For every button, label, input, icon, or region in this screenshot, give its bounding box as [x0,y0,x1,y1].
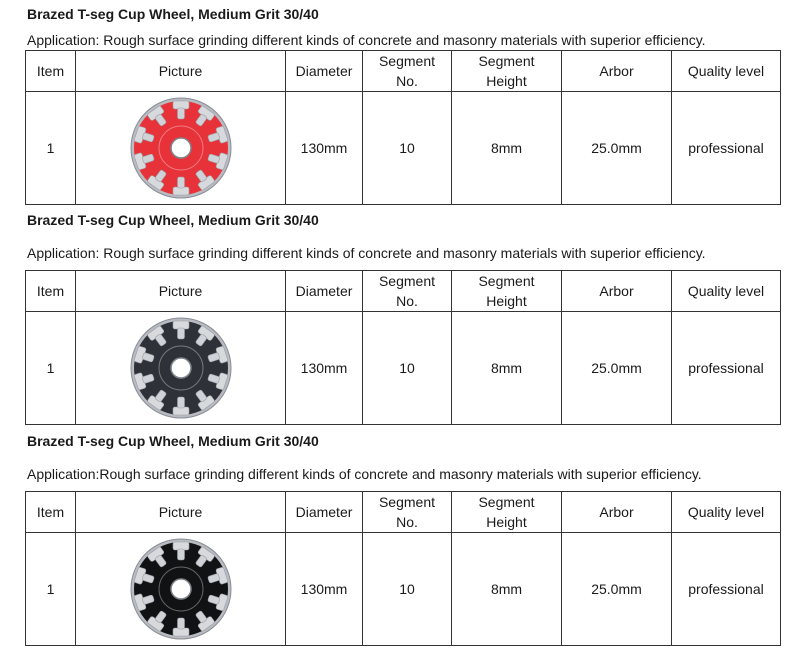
header-segment-no-line1: Segment [378,273,436,289]
segment-stem [177,177,184,188]
header-segment-height-line1: Segment [478,494,535,510]
header-segment-no-line2: No. [396,73,418,89]
header-item: Item [26,271,76,312]
cell-arbor: 25.0mm [562,92,672,205]
segment-stem [177,397,184,408]
product-title: Brazed T-seg Cup Wheel, Medium Grit 30/40 [27,212,319,228]
cell-item: 1 [26,312,76,425]
header-picture: Picture [76,492,286,533]
cell-segment-height: 8mm [452,533,562,646]
header-segment-height [452,51,562,92]
header-segment-height-line1: Segment [478,53,535,69]
cell-arbor: 25.0mm [562,312,672,425]
cell-quality: professional [672,312,781,425]
header-segment-height-line1: Segment [478,273,535,289]
application-text: Application: Rough surface grinding different kinds of concrete and masonry materials with superior efficiency. [27,32,706,48]
product-title: Brazed T-seg Cup Wheel, Medium Grit 30/40 [27,6,319,22]
header-arbor: Arbor [562,492,672,533]
header-segment-no-line1: Segment [378,53,436,69]
cell-diameter: 130mm [286,312,363,425]
table-row [26,312,781,425]
cell-quality: professional [672,92,781,205]
header-picture: Picture [76,271,286,312]
header-segment-height [452,492,562,533]
header-segment-height [452,271,562,312]
header-segment-no [363,51,452,92]
cell-segment-no: 10 [363,92,452,205]
header-segment-height-line2: Height [486,73,527,89]
cell-picture [76,312,286,425]
segment-stem [177,549,184,560]
cup-wheel-image [129,316,233,420]
header-segment-no-line1: Segment [378,494,436,510]
spec-table [25,270,781,425]
arbor-hole [171,579,191,599]
cell-segment-no: 10 [363,533,452,646]
arbor-hole [171,358,191,378]
header-diameter: Diameter [286,271,363,312]
header-picture: Picture [76,51,286,92]
table-header-row [26,271,781,312]
segment-stem [177,108,184,119]
segment-stem [177,618,184,629]
cell-diameter: 130mm [286,92,363,205]
cell-segment-height: 8mm [452,92,562,205]
cell-item: 1 [26,92,76,205]
cell-segment-height: 8mm [452,312,562,425]
cell-arbor: 25.0mm [562,533,672,646]
cell-quality: professional [672,533,781,646]
application-text: Application: Rough surface grinding different kinds of concrete and masonry materials with superior efficiency. [27,245,706,261]
header-segment-no-line2: No. [396,293,418,309]
header-diameter: Diameter [286,492,363,533]
cell-segment-no: 10 [363,312,452,425]
cell-picture [76,92,286,205]
cell-picture [76,533,286,646]
header-segment-no-line2: No. [396,514,418,530]
header-item: Item [26,492,76,533]
header-segment-height-line2: Height [486,514,527,530]
cell-diameter: 130mm [286,533,363,646]
table-header-row [26,51,781,92]
cup-wheel-image [129,537,233,641]
header-segment-no [363,271,452,312]
header-quality: Quality level [672,492,781,533]
header-arbor: Arbor [562,271,672,312]
header-quality: Quality level [672,51,781,92]
header-quality: Quality level [672,271,781,312]
spec-table [25,491,781,646]
table-row [26,92,781,205]
header-arbor: Arbor [562,51,672,92]
spec-table [25,50,781,205]
header-item: Item [26,51,76,92]
segment-stem [177,328,184,339]
application-text: Application:Rough surface grinding different kinds of concrete and masonry materials with superior efficiency. [27,466,702,482]
table-row [26,533,781,646]
header-segment-height-line2: Height [486,293,527,309]
cup-wheel-image [129,96,233,200]
product-title: Brazed T-seg Cup Wheel, Medium Grit 30/40 [27,433,319,449]
cell-item: 1 [26,533,76,646]
arbor-hole [171,138,191,158]
header-diameter: Diameter [286,51,363,92]
header-segment-no [363,492,452,533]
table-header-row [26,492,781,533]
